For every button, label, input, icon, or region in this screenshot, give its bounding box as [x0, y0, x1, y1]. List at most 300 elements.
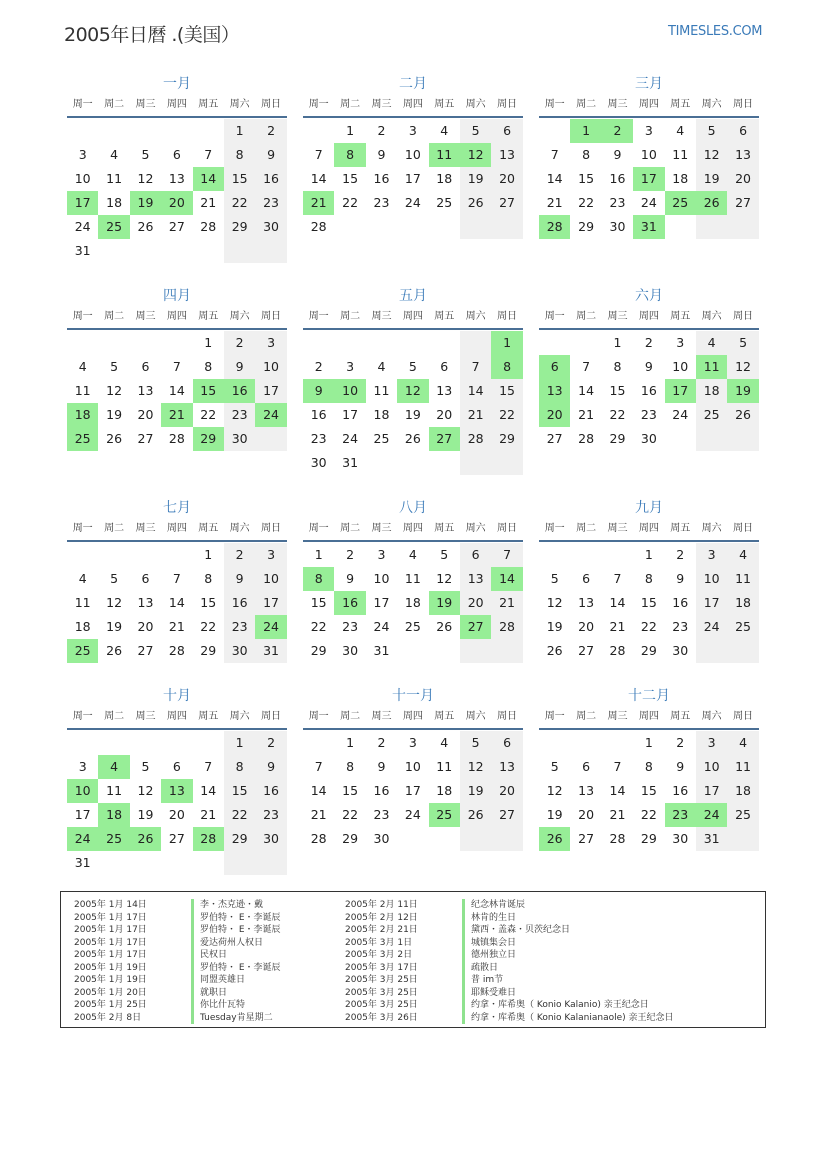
day-cell: 8	[582, 147, 591, 162]
day-cell: 23	[255, 803, 286, 827]
day-cell: 9	[676, 759, 685, 774]
day-cell: 30	[310, 455, 327, 470]
day-cell: 8	[204, 359, 213, 374]
day-cell: 28	[168, 431, 185, 446]
day-cell: 12	[727, 355, 758, 379]
day-grid	[67, 543, 287, 663]
day-cell: 11	[373, 383, 390, 398]
empty-cell	[429, 639, 460, 663]
weekday-label: 周五	[670, 711, 691, 722]
holiday-name: 黛西・盖森・贝茨纪念日	[462, 924, 570, 937]
day-cell: 19	[460, 167, 491, 191]
day-cell: 18	[404, 595, 421, 610]
holiday-day-cell: 21	[161, 403, 192, 427]
weekday-label: 周六	[229, 523, 250, 534]
weekday-label: 周六	[229, 311, 250, 322]
empty-cell	[130, 543, 161, 567]
weekday-label: 周三	[607, 311, 628, 322]
holiday-day-cell: 27	[460, 615, 491, 639]
weekday-label: 周四	[402, 711, 423, 722]
day-cell: 5	[460, 119, 491, 143]
day-cell: 8	[346, 759, 355, 774]
empty-cell	[460, 331, 491, 355]
day-cell: 8	[224, 143, 255, 167]
holiday-date: 2005年 3月 25日	[345, 975, 418, 985]
holiday-date: 2005年 3月 25日	[345, 987, 418, 998]
empty-cell	[366, 215, 397, 239]
day-cell: 4	[727, 543, 758, 567]
day-cell: 19	[137, 807, 154, 822]
month-9	[539, 497, 759, 663]
empty-cell	[161, 731, 192, 755]
empty-cell	[98, 331, 129, 355]
holiday-row	[74, 937, 281, 950]
day-cell: 15	[578, 171, 595, 186]
day-cell: 7	[314, 759, 323, 774]
day-cell: 2	[676, 735, 685, 750]
empty-cell	[460, 451, 491, 475]
day-cell: 16	[672, 783, 689, 798]
day-cell: 13	[578, 783, 595, 798]
weekday-label: 周四	[166, 311, 187, 322]
day-cell: 19	[404, 407, 421, 422]
day-cell: 26	[106, 643, 123, 658]
empty-cell	[193, 239, 224, 263]
day-cell: 26	[546, 643, 563, 658]
day-cell: 23	[609, 195, 626, 210]
weekday-label: 周六	[465, 311, 486, 322]
day-cell: 15	[342, 171, 359, 186]
day-cell: 7	[204, 147, 213, 162]
empty-cell	[130, 239, 161, 263]
empty-cell	[161, 239, 192, 263]
day-cell: 14	[460, 379, 491, 403]
empty-cell	[397, 215, 428, 239]
day-cell: 1	[346, 123, 355, 138]
holiday-row	[345, 987, 674, 1000]
holiday-row	[345, 1012, 674, 1025]
month-name: 九月	[635, 500, 663, 516]
day-cell: 13	[137, 595, 154, 610]
empty-cell	[727, 639, 758, 663]
day-cell: 8	[224, 755, 255, 779]
day-cell: 27	[491, 191, 522, 215]
empty-cell	[491, 827, 522, 851]
month-name: 十一月	[392, 688, 434, 704]
empty-cell	[67, 731, 98, 755]
holiday-row	[345, 974, 674, 987]
empty-cell	[98, 119, 129, 143]
day-cell: 1	[613, 335, 622, 350]
weekday-label: 周一	[544, 711, 565, 722]
holiday-date: 2005年 2月 21日	[345, 925, 418, 935]
weekday-label: 周日	[733, 311, 754, 322]
day-cell: 11	[727, 755, 758, 779]
day-cell: 11	[672, 147, 689, 162]
weekday-label: 周一	[72, 99, 93, 110]
day-grid	[67, 331, 287, 451]
day-cell: 18	[436, 171, 453, 186]
weekday-label: 周四	[402, 99, 423, 110]
empty-cell	[429, 215, 460, 239]
weekday-label: 周三	[135, 523, 156, 534]
holiday-name: 耶稣受难日	[462, 987, 516, 1000]
weekday-label: 周二	[340, 99, 361, 110]
day-cell: 6	[491, 119, 522, 143]
holiday-date: 2005年 3月 26日	[345, 1012, 418, 1023]
holiday-date: 2005年 3月 25日	[345, 1000, 418, 1010]
weekday-label: 周五	[670, 99, 691, 110]
weekday-label: 周日	[733, 711, 754, 722]
day-cell: 29	[640, 831, 657, 846]
day-cell: 7	[172, 359, 181, 374]
weekday-label: 周二	[104, 711, 125, 722]
day-cell: 27	[578, 831, 595, 846]
weekday-label: 周一	[544, 99, 565, 110]
weekday-label: 周五	[434, 99, 455, 110]
day-cell: 26	[404, 431, 421, 446]
day-cell: 18	[373, 407, 390, 422]
weekday-label: 周五	[198, 99, 219, 110]
day-cell: 30	[640, 431, 657, 446]
day-cell: 30	[342, 643, 359, 658]
weekday-label: 周一	[308, 99, 329, 110]
empty-cell	[491, 451, 522, 475]
weekday-label: 周四	[166, 711, 187, 722]
weekday-label: 周日	[261, 711, 282, 722]
day-cell: 20	[168, 807, 185, 822]
empty-cell	[429, 827, 460, 851]
empty-cell	[130, 851, 161, 875]
month-2	[303, 73, 523, 239]
day-cell: 16	[640, 383, 657, 398]
day-cell: 6	[582, 571, 591, 586]
weekday-label: 周四	[166, 523, 187, 534]
empty-cell	[429, 331, 460, 355]
day-cell: 21	[460, 403, 491, 427]
holiday-row	[74, 962, 281, 975]
holiday-date: 2005年 1月 17日	[74, 925, 147, 935]
day-cell: 28	[200, 219, 217, 234]
holiday-day-cell: 1	[570, 119, 601, 143]
day-cell: 13	[491, 143, 522, 167]
day-cell: 23	[640, 407, 657, 422]
weekday-label: 周四	[402, 311, 423, 322]
weekday-label: 周二	[104, 311, 125, 322]
day-cell: 1	[644, 735, 653, 750]
day-cell: 16	[373, 783, 390, 798]
day-cell: 14	[578, 383, 595, 398]
day-grid	[67, 119, 287, 263]
day-cell: 26	[460, 191, 491, 215]
empty-cell	[602, 731, 633, 755]
day-cell: 26	[727, 403, 758, 427]
day-cell: 17	[696, 779, 727, 803]
day-cell: 21	[310, 807, 327, 822]
day-cell: 28	[491, 615, 522, 639]
day-cell: 7	[204, 759, 213, 774]
day-cell: 1	[346, 735, 355, 750]
day-cell: 11	[106, 783, 123, 798]
day-cell: 14	[168, 383, 185, 398]
day-cell: 22	[609, 407, 626, 422]
holiday-name: 罗伯特・ E・李诞辰	[191, 912, 281, 925]
day-cell: 5	[110, 571, 119, 586]
day-cell: 15	[200, 595, 217, 610]
day-cell: 1	[204, 335, 213, 350]
empty-cell	[696, 215, 727, 239]
weekday-label: 周五	[670, 311, 691, 322]
holiday-row	[345, 937, 674, 950]
day-cell: 29	[609, 431, 626, 446]
weekday-label: 周三	[371, 523, 392, 534]
day-cell: 12	[137, 783, 154, 798]
day-cell: 14	[310, 171, 327, 186]
day-cell: 15	[310, 595, 327, 610]
day-cell: 6	[727, 119, 758, 143]
day-cell: 8	[644, 759, 653, 774]
day-grid	[303, 731, 523, 851]
weekday-label: 周一	[308, 711, 329, 722]
holiday-row	[74, 999, 281, 1012]
empty-cell	[255, 427, 286, 451]
holiday-day-cell: 10	[334, 379, 365, 403]
day-cell: 25	[727, 615, 758, 639]
holiday-day-cell: 16	[224, 379, 255, 403]
empty-cell	[98, 731, 129, 755]
day-cell: 5	[696, 119, 727, 143]
day-cell: 30	[255, 827, 286, 851]
holiday-day-cell: 25	[67, 639, 98, 663]
weekday-label: 周三	[607, 99, 628, 110]
day-cell: 3	[255, 331, 286, 355]
empty-cell	[67, 331, 98, 355]
day-cell: 3	[696, 543, 727, 567]
day-cell: 29	[224, 215, 255, 239]
day-cell: 22	[640, 619, 657, 634]
empty-cell	[727, 827, 758, 851]
day-cell: 17	[74, 807, 91, 822]
day-grid	[539, 731, 759, 851]
day-cell: 17	[404, 171, 421, 186]
day-cell: 10	[696, 755, 727, 779]
holiday-date: 2005年 1月 17日	[74, 950, 147, 960]
day-cell: 5	[110, 359, 119, 374]
day-cell: 11	[74, 595, 91, 610]
day-cell: 22	[224, 191, 255, 215]
day-cell: 27	[168, 219, 185, 234]
day-cell: 31	[74, 855, 91, 870]
holiday-row	[345, 999, 674, 1012]
empty-cell	[334, 215, 365, 239]
day-cell: 18	[436, 783, 453, 798]
day-cell: 23	[373, 195, 390, 210]
holiday-day-cell: 26	[130, 827, 161, 851]
holiday-row	[345, 912, 674, 925]
day-cell: 13	[727, 143, 758, 167]
day-cell: 14	[609, 595, 626, 610]
empty-cell	[224, 851, 255, 875]
day-cell: 13	[578, 595, 595, 610]
day-cell: 1	[224, 119, 255, 143]
day-cell: 9	[255, 755, 286, 779]
empty-cell	[193, 851, 224, 875]
holiday-name: 罗伯特・ E・李诞辰	[191, 962, 281, 975]
weekday-label: 周一	[544, 311, 565, 322]
month-7	[67, 497, 287, 663]
day-cell: 23	[224, 403, 255, 427]
holiday-day-cell: 14	[491, 567, 522, 591]
day-cell: 29	[491, 427, 522, 451]
empty-cell	[161, 119, 192, 143]
holiday-list	[60, 891, 766, 1028]
brand-link[interactable]: TIMESLES.COM	[668, 24, 763, 39]
day-cell: 2	[346, 547, 355, 562]
weekday-label: 周四	[638, 523, 659, 534]
month-name: 十二月	[628, 688, 670, 704]
day-cell: 5	[727, 331, 758, 355]
holiday-day-cell: 28	[193, 827, 224, 851]
day-cell: 15	[491, 379, 522, 403]
day-cell: 7	[582, 359, 591, 374]
day-cell: 7	[613, 571, 622, 586]
day-cell: 25	[727, 803, 758, 827]
day-cell: 21	[609, 619, 626, 634]
weekday-label: 周日	[497, 311, 518, 322]
day-cell: 7	[613, 759, 622, 774]
day-cell: 14	[200, 783, 217, 798]
month-12	[539, 685, 759, 851]
day-cell: 30	[224, 639, 255, 663]
month-name: 八月	[399, 500, 427, 516]
day-cell: 24	[640, 195, 657, 210]
holiday-day-cell: 9	[303, 379, 334, 403]
day-cell: 2	[644, 335, 653, 350]
weekday-label: 周三	[135, 311, 156, 322]
holiday-day-cell: 19	[429, 591, 460, 615]
holiday-name: 民权日	[191, 949, 227, 962]
day-cell: 26	[106, 431, 123, 446]
day-cell: 2	[377, 123, 386, 138]
day-cell: 10	[640, 147, 657, 162]
holiday-day-cell: 13	[161, 779, 192, 803]
day-cell: 1	[644, 547, 653, 562]
day-cell: 3	[377, 547, 386, 562]
weekday-label: 周四	[166, 99, 187, 110]
holiday-date: 2005年 1月 25日	[74, 1000, 147, 1010]
day-cell: 11	[436, 759, 453, 774]
day-cell: 24	[74, 219, 91, 234]
holiday-day-cell: 18	[98, 803, 129, 827]
holiday-name: 爱达荷州人权日	[191, 937, 263, 950]
day-cell: 17	[373, 595, 390, 610]
empty-cell	[491, 639, 522, 663]
holiday-date: 2005年 1月 17日	[74, 912, 147, 923]
day-cell: 15	[640, 595, 657, 610]
day-cell: 28	[609, 831, 626, 846]
day-cell: 4	[440, 735, 449, 750]
day-cell: 11	[106, 171, 123, 186]
weekday-header	[303, 95, 523, 118]
weekday-label: 周六	[701, 523, 722, 534]
weekday-label: 周日	[261, 99, 282, 110]
day-cell: 21	[609, 807, 626, 822]
weekday-label: 周六	[465, 99, 486, 110]
day-cell: 7	[314, 147, 323, 162]
day-cell: 19	[460, 779, 491, 803]
day-cell: 3	[408, 123, 417, 138]
day-cell: 6	[141, 359, 150, 374]
holiday-day-cell: 4	[98, 755, 129, 779]
month-name: 一月	[163, 76, 191, 92]
holiday-day-cell: 1	[491, 331, 522, 355]
weekday-label: 周一	[308, 311, 329, 322]
day-cell: 24	[373, 619, 390, 634]
holiday-day-cell: 19	[727, 379, 758, 403]
day-cell: 12	[137, 171, 154, 186]
weekday-label: 周一	[72, 711, 93, 722]
holiday-day-cell: 24	[696, 803, 727, 827]
empty-cell	[665, 215, 696, 239]
holiday-row	[74, 912, 281, 925]
day-cell: 28	[578, 431, 595, 446]
empty-cell	[224, 239, 255, 263]
empty-cell	[460, 827, 491, 851]
day-cell: 2	[224, 331, 255, 355]
month-1	[67, 73, 287, 263]
day-cell: 27	[546, 431, 563, 446]
day-cell: 24	[404, 807, 421, 822]
day-cell: 4	[377, 359, 386, 374]
holiday-day-cell: 10	[67, 779, 98, 803]
day-cell: 5	[550, 571, 559, 586]
day-cell: 16	[310, 407, 327, 422]
day-cell: 31	[696, 827, 727, 851]
day-cell: 17	[255, 379, 286, 403]
holiday-day-cell: 24	[67, 827, 98, 851]
weekday-label: 周一	[308, 523, 329, 534]
day-cell: 24	[342, 431, 359, 446]
day-cell: 27	[168, 831, 185, 846]
weekday-label: 周三	[371, 311, 392, 322]
day-cell: 30	[672, 643, 689, 658]
holiday-row	[345, 962, 674, 975]
weekday-header	[539, 95, 759, 118]
holiday-name: 罗伯特・ E・李诞辰	[191, 924, 281, 937]
day-cell: 5	[460, 731, 491, 755]
holiday-day-cell: 17	[633, 167, 664, 191]
weekday-label: 周四	[638, 99, 659, 110]
weekday-label: 周一	[72, 311, 93, 322]
holiday-date: 2005年 2月 12日	[345, 912, 418, 923]
holiday-day-cell: 8	[303, 567, 334, 591]
holiday-date: 2005年 1月 17日	[74, 937, 147, 948]
empty-cell	[570, 731, 601, 755]
day-cell: 2	[314, 359, 323, 374]
page-title: 2005年日曆 .(美国）	[64, 24, 240, 46]
holiday-row	[345, 899, 674, 912]
day-cell: 3	[78, 759, 87, 774]
holiday-date: 2005年 1月 20日	[74, 987, 147, 998]
day-cell: 23	[224, 615, 255, 639]
weekday-label: 周四	[638, 711, 659, 722]
day-cell: 14	[168, 595, 185, 610]
holiday-date: 2005年 1月 19日	[74, 975, 147, 985]
month-name: 十月	[163, 688, 191, 704]
weekday-label: 周五	[670, 523, 691, 534]
empty-cell	[539, 331, 570, 355]
day-cell: 4	[727, 731, 758, 755]
